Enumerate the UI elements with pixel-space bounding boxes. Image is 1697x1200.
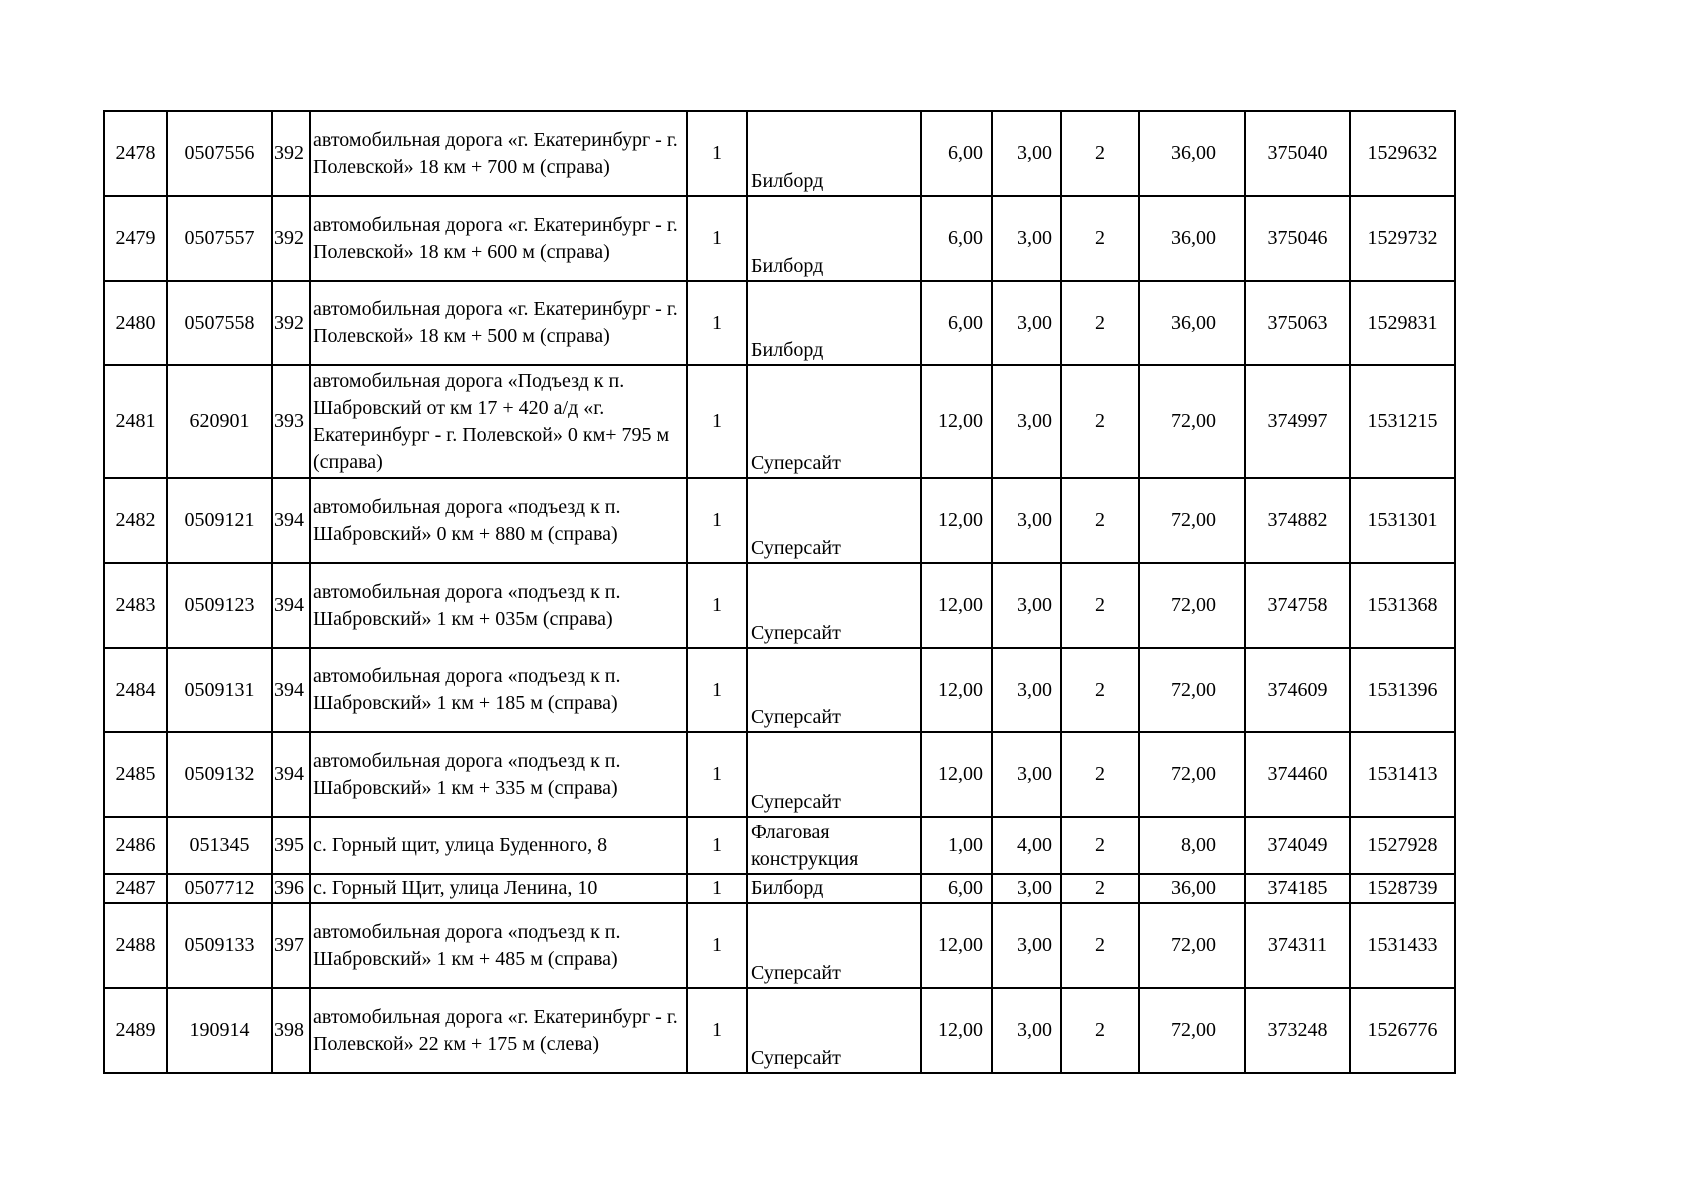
coordinate-x-cell: 374997 [1245,365,1350,478]
placement-code-cell: 392 [272,281,310,365]
construction-type-cell: Суперсайт [747,903,921,988]
construction-type-cell: Билборд [747,281,921,365]
row-number-cell: 2480 [104,281,167,365]
sides-cell: 2 [1061,648,1139,732]
width-cell: 6,00 [921,111,992,196]
width-cell: 12,00 [921,732,992,817]
quantity-cell: 1 [687,281,747,365]
sides-cell: 2 [1061,478,1139,563]
coordinate-y-cell: 1529831 [1350,281,1455,365]
placement-code-cell: 398 [272,988,310,1073]
address-cell: автомобильная дорога «подъезд к п. Шабровский» 1 км + 485 м (справа) [310,903,687,988]
placement-code-cell: 397 [272,903,310,988]
row-number-cell: 2485 [104,732,167,817]
height-cell: 3,00 [992,648,1061,732]
coordinate-x-cell: 374758 [1245,563,1350,648]
construction-id-cell: 0509121 [167,478,272,563]
construction-id-cell: 190914 [167,988,272,1073]
construction-type-cell: Суперсайт [747,478,921,563]
construction-id-cell: 0507556 [167,111,272,196]
area-cell: 72,00 [1139,478,1245,563]
sides-cell: 2 [1061,903,1139,988]
area-cell: 36,00 [1139,196,1245,281]
height-cell: 3,00 [992,365,1061,478]
quantity-cell: 1 [687,988,747,1073]
height-cell: 3,00 [992,874,1061,903]
address-cell: с. Горный щит, улица Буденного, 8 [310,817,687,874]
address-cell: автомобильная дорога «г. Екатеринбург - г. Полевской» 18 км + 700 м (справа) [310,111,687,196]
placement-code-cell: 392 [272,111,310,196]
billboard-register-table [103,110,1456,1074]
quantity-cell: 1 [687,196,747,281]
height-cell: 3,00 [992,988,1061,1073]
area-cell: 36,00 [1139,281,1245,365]
width-cell: 12,00 [921,903,992,988]
coordinate-y-cell: 1526776 [1350,988,1455,1073]
coordinate-y-cell: 1528739 [1350,874,1455,903]
row-number-cell: 2478 [104,111,167,196]
coordinate-x-cell: 374049 [1245,817,1350,874]
quantity-cell: 1 [687,648,747,732]
placement-code-cell: 394 [272,563,310,648]
coordinate-x-cell: 374460 [1245,732,1350,817]
area-cell: 36,00 [1139,874,1245,903]
row-number-cell: 2486 [104,817,167,874]
address-cell: автомобильная дорога «г. Екатеринбург - г. Полевской» 18 км + 500 м (справа) [310,281,687,365]
coordinate-y-cell: 1531396 [1350,648,1455,732]
quantity-cell: 1 [687,874,747,903]
construction-type-cell: Суперсайт [747,732,921,817]
quantity-cell: 1 [687,111,747,196]
table-row [104,196,1455,281]
width-cell: 6,00 [921,874,992,903]
table-row [104,732,1455,817]
area-cell: 72,00 [1139,365,1245,478]
coordinate-x-cell: 375040 [1245,111,1350,196]
construction-type-cell: Суперсайт [747,365,921,478]
construction-type-cell: Билборд [747,111,921,196]
width-cell: 6,00 [921,281,992,365]
construction-id-cell: 0509133 [167,903,272,988]
address-cell: автомобильная дорога «подъезд к п. Шабровский» 1 км + 185 м (справа) [310,648,687,732]
table-row [104,281,1455,365]
area-cell: 36,00 [1139,111,1245,196]
placement-code-cell: 394 [272,648,310,732]
construction-type-cell: Флаговая конструкция [747,817,921,874]
address-cell: автомобильная дорога «г. Екатеринбург - г. Полевской» 22 км + 175 м (слева) [310,988,687,1073]
width-cell: 12,00 [921,988,992,1073]
height-cell: 3,00 [992,196,1061,281]
coordinate-x-cell: 375046 [1245,196,1350,281]
width-cell: 12,00 [921,648,992,732]
construction-type-cell: Билборд [747,196,921,281]
sides-cell: 2 [1061,874,1139,903]
sides-cell: 2 [1061,563,1139,648]
table-row [104,817,1455,874]
placement-code-cell: 395 [272,817,310,874]
table-row [104,874,1455,903]
construction-type-cell: Суперсайт [747,563,921,648]
area-cell: 72,00 [1139,732,1245,817]
table-row [104,365,1455,478]
coordinate-x-cell: 373248 [1245,988,1350,1073]
address-cell: автомобильная дорога «подъезд к п. Шабровский» 1 км + 035м (справа) [310,563,687,648]
address-cell: автомобильная дорога «подъезд к п. Шабровский» 1 км + 335 м (справа) [310,732,687,817]
table-row [104,111,1455,196]
coordinate-x-cell: 374311 [1245,903,1350,988]
coordinate-x-cell: 374609 [1245,648,1350,732]
address-cell: автомобильная дорога «г. Екатеринбург - г. Полевской» 18 км + 600 м (справа) [310,196,687,281]
placement-code-cell: 394 [272,478,310,563]
row-number-cell: 2479 [104,196,167,281]
address-cell: автомобильная дорога «Подъезд к п. Шабровский от км 17 + 420 а/д «г. Екатеринбург - г. Полевской» 0 км+ 795 м (справа) [310,365,687,478]
address-cell: с. Горный Щит, улица Ленина, 10 [310,874,687,903]
height-cell: 3,00 [992,563,1061,648]
row-number-cell: 2484 [104,648,167,732]
construction-id-cell: 0507712 [167,874,272,903]
coordinate-y-cell: 1531413 [1350,732,1455,817]
construction-type-cell: Суперсайт [747,648,921,732]
area-cell: 72,00 [1139,563,1245,648]
table-row [104,648,1455,732]
area-cell: 72,00 [1139,648,1245,732]
sides-cell: 2 [1061,281,1139,365]
width-cell: 6,00 [921,196,992,281]
coordinate-y-cell: 1529632 [1350,111,1455,196]
width-cell: 12,00 [921,478,992,563]
height-cell: 3,00 [992,732,1061,817]
coordinate-y-cell: 1531215 [1350,365,1455,478]
quantity-cell: 1 [687,817,747,874]
construction-id-cell: 0509131 [167,648,272,732]
construction-type-cell: Суперсайт [747,988,921,1073]
row-number-cell: 2483 [104,563,167,648]
width-cell: 12,00 [921,365,992,478]
placement-code-cell: 392 [272,196,310,281]
quantity-cell: 1 [687,903,747,988]
construction-id-cell: 051345 [167,817,272,874]
construction-id-cell: 0509132 [167,732,272,817]
construction-id-cell: 0509123 [167,563,272,648]
sides-cell: 2 [1061,988,1139,1073]
coordinate-x-cell: 374882 [1245,478,1350,563]
height-cell: 3,00 [992,478,1061,563]
construction-id-cell: 0507558 [167,281,272,365]
width-cell: 1,00 [921,817,992,874]
height-cell: 3,00 [992,903,1061,988]
coordinate-y-cell: 1531301 [1350,478,1455,563]
row-number-cell: 2482 [104,478,167,563]
construction-id-cell: 0507557 [167,196,272,281]
coordinate-y-cell: 1527928 [1350,817,1455,874]
area-cell: 8,00 [1139,817,1245,874]
address-cell: автомобильная дорога «подъезд к п. Шабровский» 0 км + 880 м (справа) [310,478,687,563]
area-cell: 72,00 [1139,903,1245,988]
table-row [104,903,1455,988]
table-row [104,478,1455,563]
sides-cell: 2 [1061,365,1139,478]
row-number-cell: 2481 [104,365,167,478]
height-cell: 3,00 [992,281,1061,365]
placement-code-cell: 394 [272,732,310,817]
sides-cell: 2 [1061,196,1139,281]
area-cell: 72,00 [1139,988,1245,1073]
coordinate-y-cell: 1531368 [1350,563,1455,648]
sides-cell: 2 [1061,817,1139,874]
height-cell: 4,00 [992,817,1061,874]
width-cell: 12,00 [921,563,992,648]
row-number-cell: 2489 [104,988,167,1073]
coordinate-x-cell: 375063 [1245,281,1350,365]
table-row [104,563,1455,648]
coordinate-x-cell: 374185 [1245,874,1350,903]
table-row [104,988,1455,1073]
sides-cell: 2 [1061,732,1139,817]
sides-cell: 2 [1061,111,1139,196]
construction-type-cell: Билборд [747,874,921,903]
coordinate-y-cell: 1529732 [1350,196,1455,281]
row-number-cell: 2487 [104,874,167,903]
quantity-cell: 1 [687,563,747,648]
quantity-cell: 1 [687,365,747,478]
height-cell: 3,00 [992,111,1061,196]
coordinate-y-cell: 1531433 [1350,903,1455,988]
row-number-cell: 2488 [104,903,167,988]
quantity-cell: 1 [687,732,747,817]
placement-code-cell: 396 [272,874,310,903]
placement-code-cell: 393 [272,365,310,478]
quantity-cell: 1 [687,478,747,563]
construction-id-cell: 620901 [167,365,272,478]
